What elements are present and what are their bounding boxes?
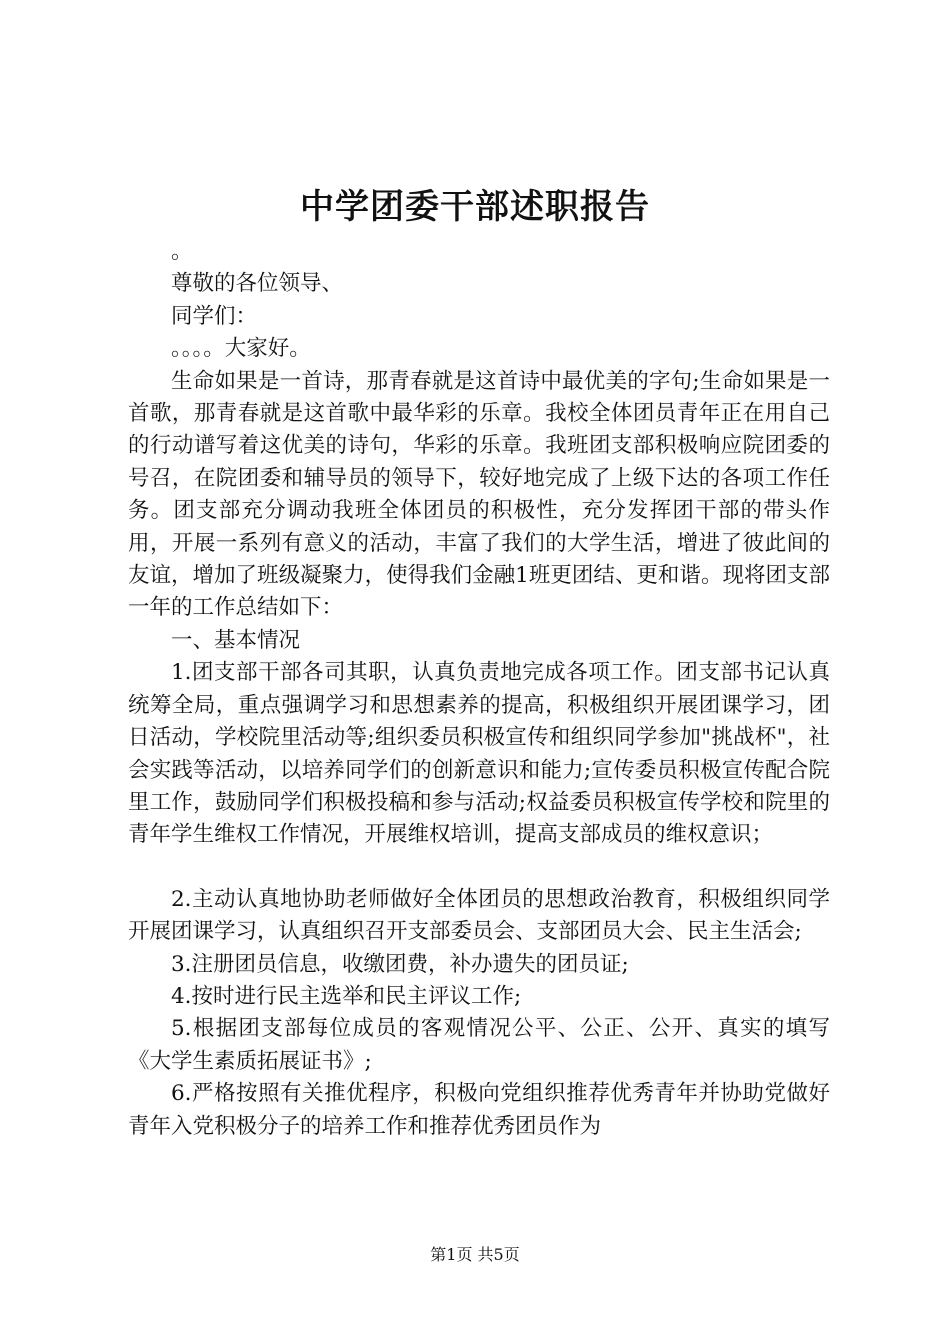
paragraph-item-3: 3.注册团员信息，收缴团费，补办遗失的团员证; xyxy=(171,951,629,977)
paragraph-item-5: 5.根据团支部每位成员的客观情况公平、公正、公开、真实的填写《大学生素质拓展证书》; xyxy=(128,1016,830,1074)
paragraph-opening-mark: 。 xyxy=(171,239,193,264)
document-body xyxy=(128,236,830,1143)
paragraph-introduction: 生命如果是一首诗，那青春就是这首诗中最优美的字句;生命如果是一首歌，那青春就是这首歌中最华彩的乐章。我校全体团员青年正在用自己的行动谱写着这优美的诗句，华彩的乐章。我班团支部积极响应院团委的号召，在院团委和辅导员的领导下，较好地完成了上级下达的各项工作任务。团支部充分调动我班全体团员的积极性，充分发挥团干部的带头作用，开展一系列有意义的活动，丰富了我们的大学生活，增进了彼此间的友谊，增加了班级凝聚力，使得我们金融1班更团结、更和谐。现将团支部一年的工作总结如下： xyxy=(128,368,830,621)
paragraph-greeting: 。。。。大家好。 xyxy=(171,336,311,362)
paragraph-item-2: 2.主动认真地协助老师做好全体团员的思想政治教育，积极组织同学开展团课学习，认真组织召开支部委员会、支部团员大会、民主生活会; xyxy=(128,886,830,945)
section-heading-basic-situation: 一、基本情况 xyxy=(171,627,301,653)
paragraph-item-1: 1.团支部干部各司其职，认真负责地完成各项工作。团支部书记认真统筹全局，重点强调学习和思想素养的提高，积极组织开展团课学习，团日活动，学校院里活动等;组织委员积极宣传和组织同学参加"挑战杯"，社会实践等活动，以培养同学们的创新意识和能力;宣传委员积极宣传配合院里工作，鼓励同学们积极投稿和参与活动;权益委员积极宣传学校和院里的青年学生维权工作情况，开展维权培训，提高支部成员的维权意识； xyxy=(128,660,830,848)
paragraph-item-6: 6.严格按照有关推优程序，积极向党组织推荐优秀青年并协助党做好青年入党积极分子的培养工作和推荐优秀团员作为 xyxy=(128,1081,830,1139)
paragraph-salutation-classmates: 同学们： xyxy=(171,303,258,329)
paragraph-item-4: 4.按时进行民主选举和民主评议工作; xyxy=(171,983,522,1009)
document-title: 中学团委干部述职报告 xyxy=(300,187,650,227)
page-number-footer: 第1页 共5页 xyxy=(430,1245,520,1264)
paragraph-salutation-leaders: 尊敬的各位领导、 xyxy=(171,271,344,297)
